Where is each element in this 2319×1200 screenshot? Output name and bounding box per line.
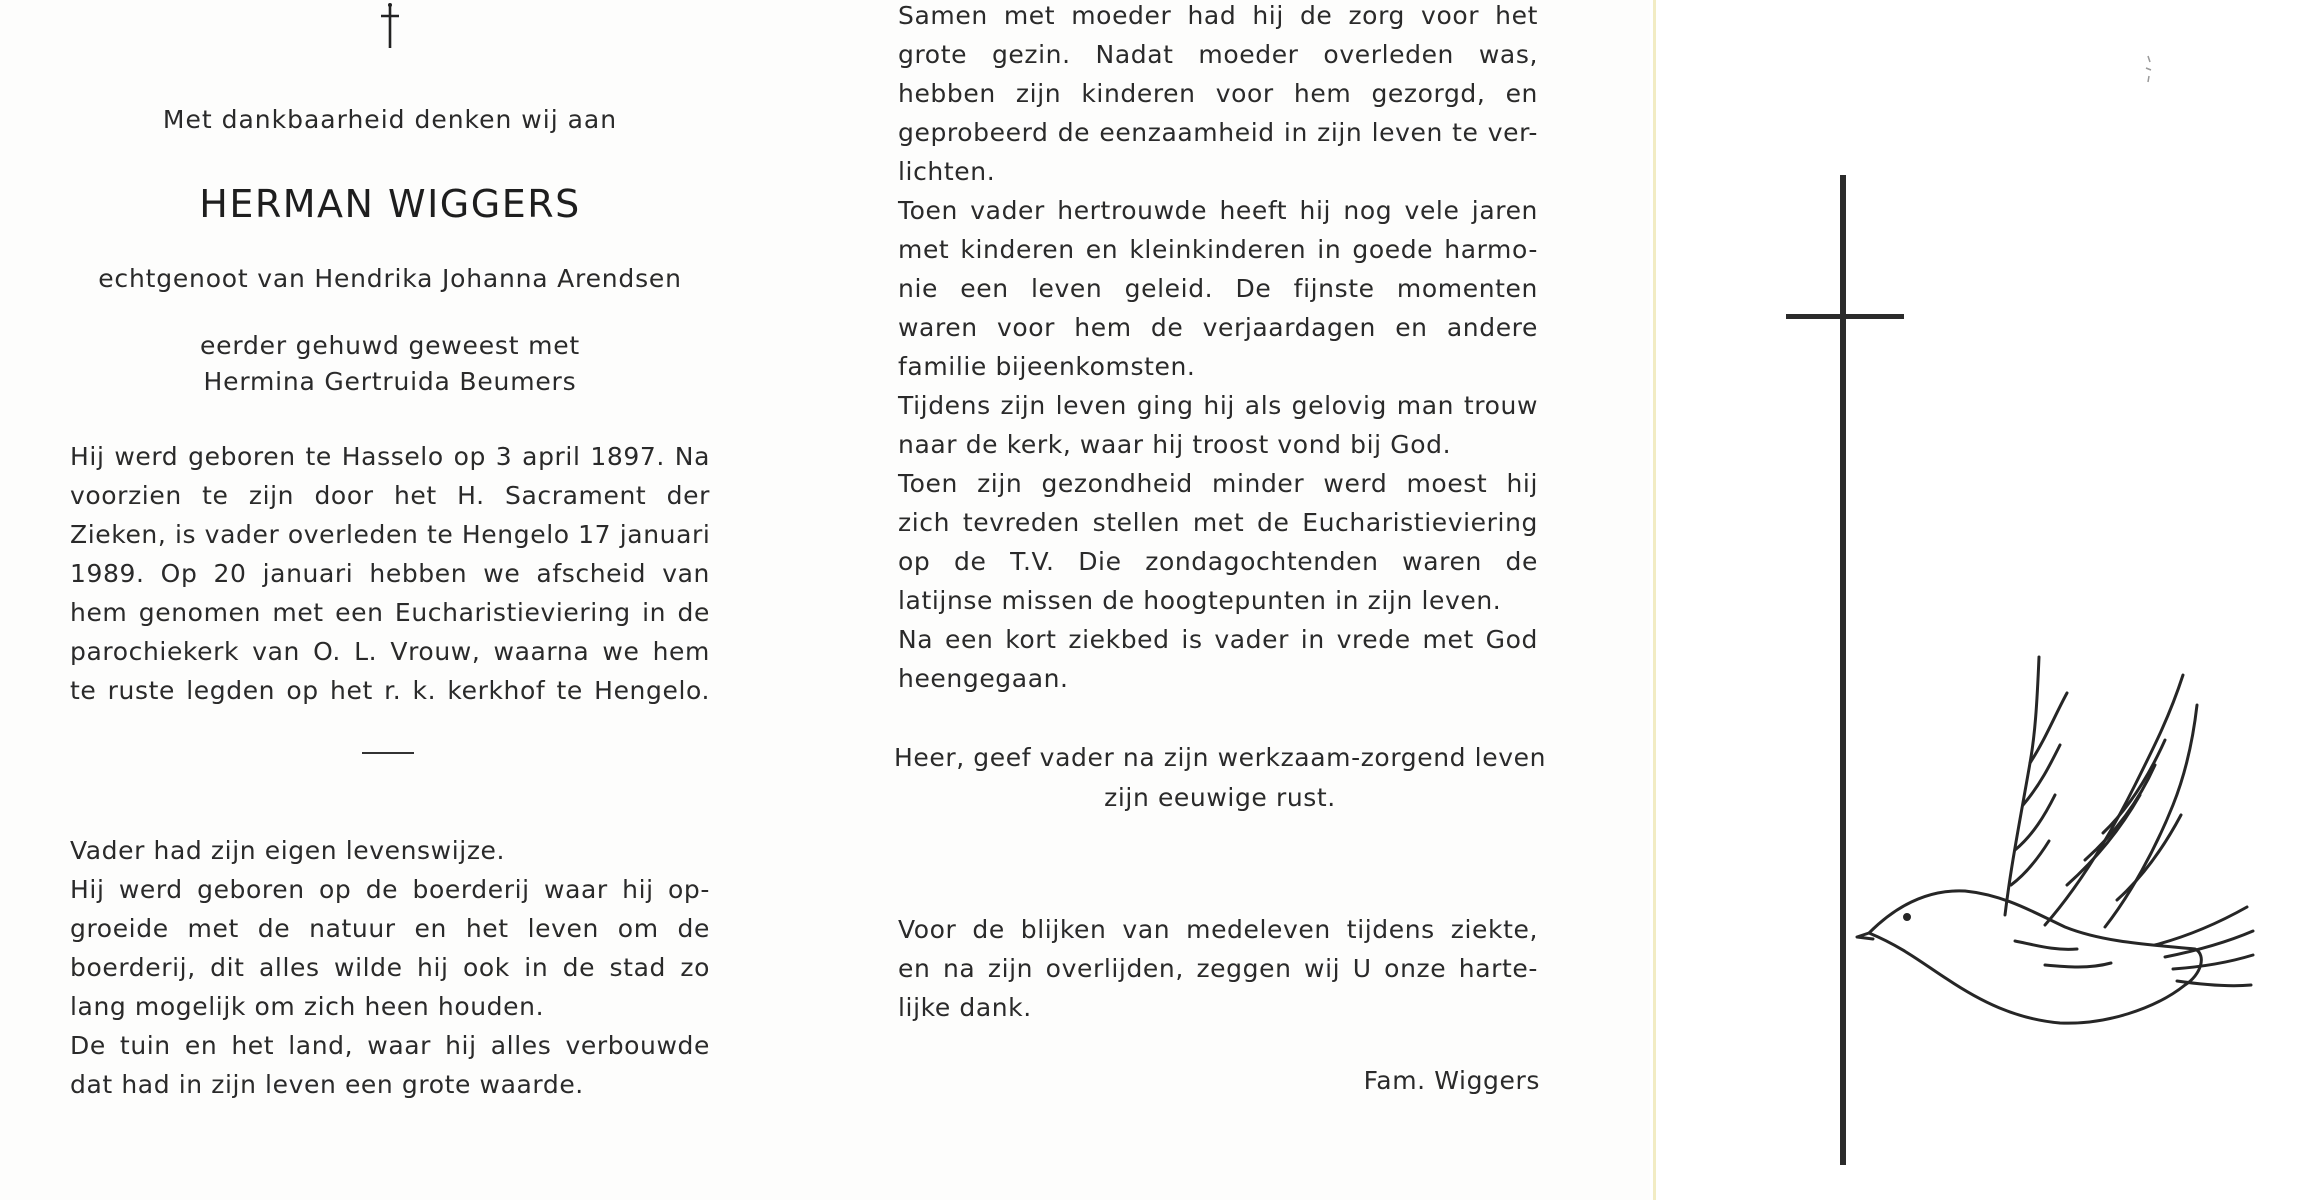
text-line: Hij werd geboren te Hasselo op 3 april 1897. Na <box>70 442 710 471</box>
text-line: Vader had zijn eigen levenswijze. <box>70 836 506 865</box>
text-line: Voor de blijken van medeleven tijdens ziekte, <box>898 915 1538 944</box>
prayer <box>870 738 1570 818</box>
text-line: en na zijn overlijden, zeggen wij U onze harte- <box>898 954 1538 983</box>
text-line: Hij werd geboren op de boerderij waar hij op- <box>70 875 710 904</box>
signature: Fam. Wiggers <box>1363 1066 1540 1095</box>
biography-paragraph <box>70 437 710 710</box>
cross-icon <box>378 2 402 52</box>
text-line: hem genomen met een Eucharistieviering in de <box>70 598 710 627</box>
text-line: Toen zijn gezondheid minder werd moest hij <box>898 469 1538 498</box>
text-line: Tijdens zijn leven ging hij als gelovig man trouw <box>898 391 1538 420</box>
text-line: latijnse missen de hoogtepunten in zijn leven. <box>898 586 1502 615</box>
divider <box>362 752 414 754</box>
prayer-line: Heer, geef vader na zijn werkzaam-zorgend leven <box>893 743 1547 772</box>
speck-mark <box>2142 52 2156 86</box>
text-line: lang mogelijk om zich heen houden. <box>70 992 545 1021</box>
text-line: Samen met moeder had hij de zorg voor het <box>898 1 1538 30</box>
text-line: voorzien te zijn door het H. Sacrament der <box>70 481 710 510</box>
deceased-name: HERMAN WIGGERS <box>199 182 581 226</box>
memorial-text <box>898 0 1538 698</box>
dove-icon <box>1855 645 2255 1030</box>
text-line: boerderij, dit alles wilde hij ook in de stad zo <box>70 953 710 982</box>
text-line: met kinderen en kleinkinderen in goede harmo- <box>898 235 1538 264</box>
previous-marriage <box>130 328 650 400</box>
text-line: groeide met de natuur en het leven om de <box>70 914 710 943</box>
text-line: waren voor hem de verjaardagen en andere <box>898 313 1538 342</box>
previous-spouse-name: Hermina Gertruida Beumers <box>203 367 577 396</box>
text-line: op de T.V. Die zondagochtenden waren de <box>898 547 1538 576</box>
thanks-paragraph <box>898 910 1538 1027</box>
life-paragraph <box>70 831 710 1104</box>
text-line: grote gezin. Nadat moeder overleden was, <box>898 40 1538 69</box>
text-line: lichten. <box>898 157 996 186</box>
text-line: zich tevreden stellen met de Eucharistieviering <box>898 508 1538 537</box>
text-line: parochiekerk van O. L. Vrouw, waarna we hem <box>70 637 710 666</box>
prayer-line: zijn eeuwige rust. <box>1104 783 1336 812</box>
text-line: De tuin en het land, waar hij alles verbouwde <box>70 1031 710 1060</box>
text-line: nie een leven geleid. De fijnste momenten <box>898 274 1538 303</box>
text-line: te ruste legden op het r. k. kerkhof te Hengelo. <box>70 676 710 705</box>
text-line: hebben zijn kinderen voor hem gezorgd, en <box>898 79 1538 108</box>
text-line: lijke dank. <box>898 993 1032 1022</box>
text-line: naar de kerk, waar hij troost vond bij God. <box>898 430 1452 459</box>
text-line: Zieken, is vader overleden te Hengelo 17 januari <box>70 520 711 549</box>
intro-text: Met dankbaarheid denken wij aan <box>162 105 618 134</box>
text-line: Toen vader hertrouwde heeft hij nog vele jaren <box>898 196 1538 225</box>
text-line: geprobeerd de eenzaamheid in zijn leven te ver- <box>898 118 1538 147</box>
spouse-line: echtgenoot van Hendrika Johanna Arendsen <box>98 264 682 293</box>
text-line: heengegaan. <box>898 664 1069 693</box>
text-line: Na een kort ziekbed is vader in vrede met God <box>898 625 1538 654</box>
text-line: dat had in zijn leven een grote waarde. <box>70 1070 584 1099</box>
text-line: 1989. Op 20 januari hebben we afscheid van <box>70 559 710 588</box>
previous-marriage-line: eerder gehuwd geweest met <box>199 331 581 360</box>
text-line: familie bijeenkomsten. <box>898 352 1196 381</box>
